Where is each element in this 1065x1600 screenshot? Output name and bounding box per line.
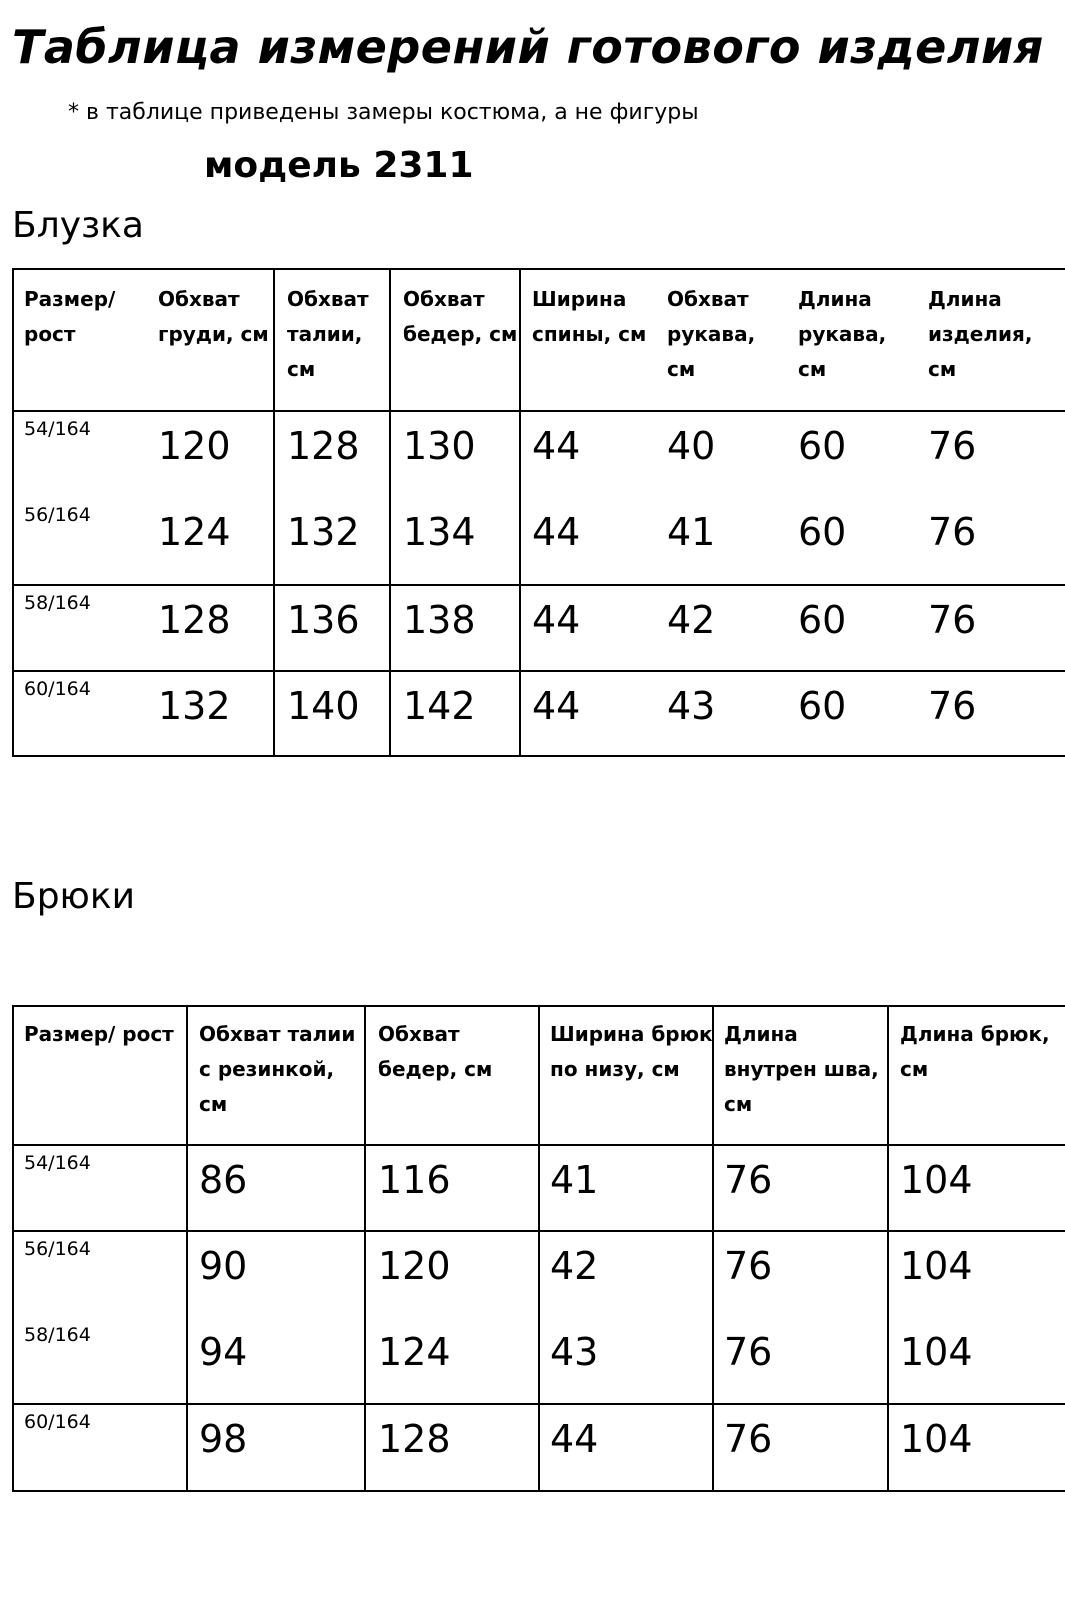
blouse-value-cell: 124 xyxy=(158,510,231,554)
pants-header-cell: Ширина брюк по низу, см xyxy=(550,1022,713,1081)
pants-column-rule xyxy=(186,1005,188,1492)
blouse-value-cell: 42 xyxy=(667,598,716,642)
blouse-header-cell: Обхват талии, см xyxy=(287,287,369,381)
pants-value-cell: 104 xyxy=(900,1244,973,1288)
blouse-column-rule xyxy=(519,268,521,757)
pants-column-rule xyxy=(364,1005,366,1492)
pants-value-cell: 76 xyxy=(724,1244,773,1288)
blouse-value-cell: 60 xyxy=(798,424,847,468)
blouse-value-cell: 60 xyxy=(798,598,847,642)
pants-value-cell: 76 xyxy=(724,1417,773,1461)
blouse-header-cell: Обхват рукава, см xyxy=(667,287,756,381)
blouse-row-rule xyxy=(12,584,1065,586)
pants-size-cell: 56/164 xyxy=(24,1238,91,1260)
blouse-row-rule xyxy=(12,755,1065,757)
pants-column-rule xyxy=(538,1005,540,1492)
pants-value-cell: 98 xyxy=(199,1417,248,1461)
blouse-header-cell: Ширина спины, см xyxy=(532,287,647,346)
page-title: Таблица измерений готового изделия xyxy=(12,20,1044,74)
pants-value-cell: 90 xyxy=(199,1244,248,1288)
pants-size-cell: 54/164 xyxy=(24,1152,91,1174)
blouse-value-cell: 44 xyxy=(532,424,581,468)
blouse-header-cell: Длина рукава, см xyxy=(798,287,887,381)
blouse-column-rule xyxy=(273,268,275,757)
blouse-value-cell: 44 xyxy=(532,510,581,554)
model-number: модель 2311 xyxy=(204,145,474,186)
pants-value-cell: 76 xyxy=(724,1330,773,1374)
pants-column-rule xyxy=(12,1005,14,1492)
blouse-column-rule xyxy=(389,268,391,757)
pants-value-cell: 104 xyxy=(900,1417,973,1461)
pants-column-rule xyxy=(887,1005,889,1492)
blouse-section-title: Блузка xyxy=(12,205,144,246)
pants-section-title: Брюки xyxy=(12,876,135,917)
blouse-value-cell: 130 xyxy=(403,424,476,468)
blouse-size-cell: 54/164 xyxy=(24,418,91,440)
blouse-value-cell: 132 xyxy=(158,684,231,728)
pants-value-cell: 76 xyxy=(724,1158,773,1202)
pants-header-cell: Обхват бедер, см xyxy=(378,1022,493,1081)
pants-value-cell: 116 xyxy=(378,1158,451,1202)
blouse-value-cell: 120 xyxy=(158,424,231,468)
blouse-value-cell: 128 xyxy=(158,598,231,642)
blouse-size-table xyxy=(12,268,1065,758)
pants-value-cell: 94 xyxy=(199,1330,248,1374)
pants-value-cell: 124 xyxy=(378,1330,451,1374)
blouse-header-cell: Длина изделия, см xyxy=(928,287,1033,381)
blouse-row-rule xyxy=(12,268,1065,270)
blouse-value-cell: 60 xyxy=(798,510,847,554)
measurement-note: * в таблице приведены замеры костюма, а не фигуры xyxy=(68,100,699,125)
blouse-value-cell: 134 xyxy=(403,510,476,554)
blouse-value-cell: 138 xyxy=(403,598,476,642)
blouse-row-rule xyxy=(12,670,1065,672)
blouse-value-cell: 136 xyxy=(287,598,360,642)
pants-size-cell: 60/164 xyxy=(24,1411,91,1433)
blouse-header-cell: Обхват бедер, см xyxy=(403,287,518,346)
blouse-value-cell: 44 xyxy=(532,598,581,642)
pants-value-cell: 86 xyxy=(199,1158,248,1202)
pants-value-cell: 104 xyxy=(900,1330,973,1374)
pants-header-cell: Длина внутрен шва, см xyxy=(724,1022,879,1116)
blouse-value-cell: 44 xyxy=(532,684,581,728)
blouse-size-cell: 60/164 xyxy=(24,678,91,700)
blouse-header-cell: Размер/ рост xyxy=(24,287,116,346)
blouse-value-cell: 76 xyxy=(928,684,977,728)
blouse-value-cell: 40 xyxy=(667,424,716,468)
pants-header-cell: Длина брюк, см xyxy=(900,1022,1050,1081)
pants-value-cell: 43 xyxy=(550,1330,599,1374)
pants-value-cell: 44 xyxy=(550,1417,599,1461)
blouse-value-cell: 132 xyxy=(287,510,360,554)
blouse-value-cell: 140 xyxy=(287,684,360,728)
blouse-value-cell: 76 xyxy=(928,424,977,468)
pants-value-cell: 41 xyxy=(550,1158,599,1202)
blouse-header-cell: Обхват груди, см xyxy=(158,287,269,346)
blouse-value-cell: 76 xyxy=(928,510,977,554)
blouse-value-cell: 128 xyxy=(287,424,360,468)
blouse-column-rule xyxy=(12,268,14,757)
pants-value-cell: 42 xyxy=(550,1244,599,1288)
blouse-value-cell: 43 xyxy=(667,684,716,728)
blouse-value-cell: 60 xyxy=(798,684,847,728)
pants-size-table xyxy=(12,1005,1065,1493)
blouse-size-cell: 58/164 xyxy=(24,592,91,614)
blouse-row-rule xyxy=(12,410,1065,412)
pants-value-cell: 128 xyxy=(378,1417,451,1461)
blouse-size-cell: 56/164 xyxy=(24,504,91,526)
pants-header-cell: Размер/ рост xyxy=(24,1022,174,1046)
blouse-value-cell: 142 xyxy=(403,684,476,728)
blouse-value-cell: 76 xyxy=(928,598,977,642)
pants-header-cell: Обхват талии с резинкой, см xyxy=(199,1022,356,1116)
pants-size-cell: 58/164 xyxy=(24,1324,91,1346)
pants-value-cell: 120 xyxy=(378,1244,451,1288)
pants-value-cell: 104 xyxy=(900,1158,973,1202)
blouse-value-cell: 41 xyxy=(667,510,716,554)
